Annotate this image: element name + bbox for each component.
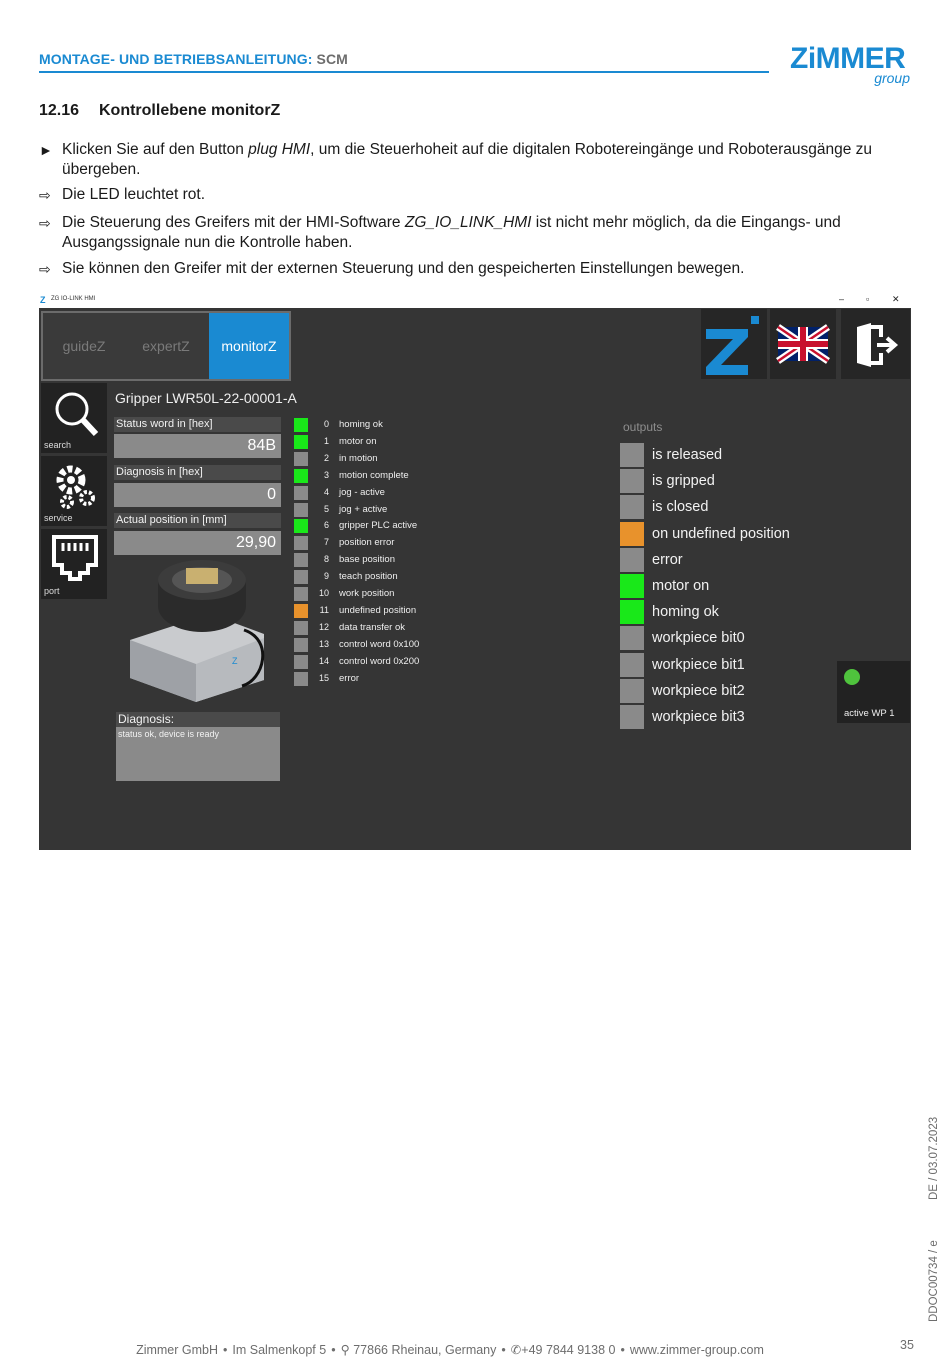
status-bit-led [294, 553, 308, 567]
language-button[interactable] [770, 309, 836, 379]
phone-icon: ✆ [510, 1343, 522, 1357]
output-label: homing ok [652, 604, 719, 621]
hmi-main [39, 308, 911, 850]
actual-position-label: Actual position in [mm] [114, 513, 281, 528]
status-bit-label: homing ok [339, 419, 383, 430]
status-bit-led [294, 503, 308, 517]
software-name: ZG_IO_LINK_HMI [404, 214, 532, 231]
mode-tabs [41, 311, 291, 381]
output-led [620, 600, 644, 624]
status-bit-led [294, 418, 308, 432]
arrow-marker-icon: ► [39, 142, 53, 158]
window-title: ZG IO-LINK HMI [51, 296, 96, 302]
status-bit-number: 1 [323, 435, 329, 446]
status-bit-label: jog + active [339, 503, 388, 515]
output-label: workpiece bit1 [652, 656, 745, 673]
result-item: ⇨ Die Steuerung des Greifers mit der HMI-Software ZG_IO_LINK_HMI ist nicht mehr möglich, da die Eingangs- und Ausgangssignale nun die Kontrolle haben. [39, 214, 841, 251]
result-item: ⇨ Die LED leuchtet rot. [39, 186, 206, 203]
status-bit-label: motion complete [339, 469, 409, 481]
diagnosis-text: status ok, device is ready [116, 727, 280, 781]
footer-city: 77866 Rheinau, Germany [353, 1343, 497, 1357]
sidebar-port[interactable] [41, 529, 107, 599]
diagnosis-label: Diagnosis: [116, 712, 280, 727]
output-led [620, 653, 644, 677]
app-icon: Z [40, 295, 46, 305]
output-led [620, 469, 644, 493]
window-titlebar [39, 292, 911, 308]
output-led [620, 705, 644, 729]
header-doc: SCM [316, 51, 348, 67]
status-bit-led [294, 570, 308, 584]
footer-web[interactable]: www.zimmer-group.com [629, 1343, 764, 1357]
output-label: workpiece bit3 [652, 709, 745, 725]
status-bit-label: teach position [339, 571, 398, 583]
status-bit-led [294, 604, 308, 618]
status-bit-number: 2 [323, 452, 329, 463]
status-bit-number: 10 [318, 588, 329, 598]
sidebar-port-label: port [44, 586, 60, 596]
logo-word: ZiMMER [790, 42, 906, 75]
actual-position-value: 29,90 [114, 531, 281, 555]
restore-button[interactable]: ▫ [866, 294, 870, 304]
exit-button[interactable] [841, 309, 910, 379]
status-bit-led [294, 519, 308, 533]
output-label: is released [652, 447, 723, 463]
status-bit-label: control word 0x200 [339, 655, 420, 667]
status-bit-led [294, 672, 308, 686]
status-bit-number: 8 [323, 554, 329, 565]
footer-phone: +49 7844 9138 0 [521, 1343, 616, 1357]
output-label: motor on [652, 578, 710, 594]
status-bit-number: 6 [323, 520, 329, 531]
sidebar-service[interactable] [41, 456, 107, 526]
svg-text:Z: Z [232, 656, 238, 666]
sidebar-service-label: service [44, 513, 73, 523]
result-arrow-icon: ⇨ [39, 187, 51, 203]
status-bit-led [294, 486, 308, 500]
doc-lang-date: DE / 03.07.2023 [928, 1116, 940, 1200]
status-bit-number: 13 [318, 638, 329, 649]
status-bit-led [294, 469, 308, 483]
status-bit-label: position error [339, 537, 395, 549]
status-bit-number: 11 [319, 604, 329, 615]
footer-company: Zimmer GmbH [136, 1343, 219, 1357]
output-led [620, 495, 644, 519]
status-bit-led [294, 587, 308, 601]
header-title: MONTAGE- UND BETRIEBSANLEITUNG: [39, 51, 313, 67]
status-bit-label: control word 0x100 [339, 638, 420, 650]
close-button[interactable]: ✕ [892, 294, 900, 304]
instruction-step: ► Klicken Sie auf den Button plug HMI, um die Steuerhoheit auf die digitalen Robotereingänge und Roboterausgänge zu übergeben. [39, 141, 873, 178]
active-workpiece-indicator [837, 661, 910, 723]
status-word-value: 84B [114, 434, 281, 458]
section-title: Kontrollebene monitorZ [99, 102, 281, 119]
ethernet-port-icon [41, 529, 107, 585]
output-label: on undefined position [652, 525, 790, 542]
uk-flag-icon [770, 309, 836, 379]
output-label: is closed [652, 499, 709, 516]
output-led [620, 522, 644, 546]
workpiece-led [844, 669, 860, 685]
status-bit-label: work position [339, 588, 395, 599]
status-bit-label: error [339, 672, 360, 684]
outputs-heading: outputs [623, 420, 663, 434]
status-bit-label: motor on [339, 435, 377, 447]
status-bit-led [294, 435, 308, 449]
status-bit-number: 14 [318, 655, 329, 666]
hmi-screenshot [39, 292, 911, 850]
status-bit-number: 12 [318, 621, 329, 632]
tab-guidez[interactable]: guideZ [62, 338, 106, 354]
output-label: workpiece bit2 [652, 682, 745, 699]
status-bit-number: 4 [323, 486, 329, 497]
page-footer: Zimmer GmbH • Im Salmenkopf 5 • ⚲ 77866 Rheinau, Germany • ✆+49 7844 9138 0 • www.zimmer-group.com [136, 1343, 764, 1357]
output-led [620, 443, 644, 467]
output-label: error [652, 551, 683, 568]
logo-sub: group [874, 70, 910, 86]
zimmer-logo [790, 44, 914, 88]
status-bit-led [294, 655, 308, 669]
status-bit-led [294, 452, 308, 466]
output-led [620, 548, 644, 572]
sidebar-search[interactable] [41, 383, 107, 453]
doc-code: DDOC00734 / e [928, 1240, 940, 1322]
status-bit-number: 7 [323, 537, 329, 548]
gripper-name: Gripper LWR50L-22-00001-A [115, 390, 297, 406]
workpiece-label: active WP 1 [844, 708, 895, 719]
status-bit-number: 15 [318, 672, 329, 683]
status-bit-led [294, 638, 308, 652]
output-label: workpiece bit0 [652, 630, 745, 647]
status-bit-led [294, 536, 308, 550]
magnifier-icon [41, 383, 107, 439]
output-led [620, 574, 644, 598]
status-bit-number: 9 [323, 571, 329, 582]
status-bit-label: in motion [339, 452, 378, 464]
result-arrow-icon: ⇨ [39, 215, 51, 231]
header-rule [39, 71, 769, 73]
status-bit-led [294, 621, 308, 635]
output-led [620, 679, 644, 703]
status-bit-label: data transfer ok [339, 621, 406, 633]
location-pin-icon: ⚲ [340, 1343, 354, 1357]
status-word-label: Status word in [hex] [114, 417, 281, 432]
tab-expertz[interactable]: expertZ [142, 338, 190, 354]
output-label: is gripped [652, 473, 715, 490]
output-led [620, 626, 644, 650]
page-number: 35 [900, 1338, 914, 1352]
result-arrow-icon: ⇨ [39, 261, 51, 277]
diagnosis-hex-value: 0 [114, 483, 281, 507]
status-bit-label: jog - active [339, 486, 385, 498]
status-bit-label: gripper PLC active [339, 520, 418, 532]
plug-hmi-term: plug HMI [248, 141, 311, 158]
gears-icon [41, 456, 107, 512]
tab-monitorz[interactable]: monitorZ [209, 313, 289, 379]
footer-street: Im Salmenkopf 5 [232, 1343, 327, 1357]
status-bit-number: 5 [323, 503, 329, 514]
status-bit-number: 0 [323, 419, 329, 429]
exit-door-icon [841, 309, 910, 379]
document-header [39, 51, 348, 67]
zimmer-home-button[interactable] [701, 309, 767, 379]
diagnosis-hex-label: Diagnosis in [hex] [114, 465, 281, 480]
sidebar-search-label: search [44, 440, 72, 450]
status-bit-label: base position [339, 554, 395, 566]
result-item: ⇨ Sie können den Greifer mit der externen Steuerung und den gespeicherten Einstellungen bewegen. [39, 260, 745, 277]
section-number: 12.16 [39, 102, 80, 119]
status-bit-label: undefined position [339, 604, 417, 616]
section-heading [39, 102, 280, 120]
status-bit-number: 3 [323, 469, 329, 480]
zimmer-z-icon [701, 309, 767, 379]
gripper-image [124, 560, 274, 705]
minimize-button[interactable]: – [839, 294, 845, 304]
